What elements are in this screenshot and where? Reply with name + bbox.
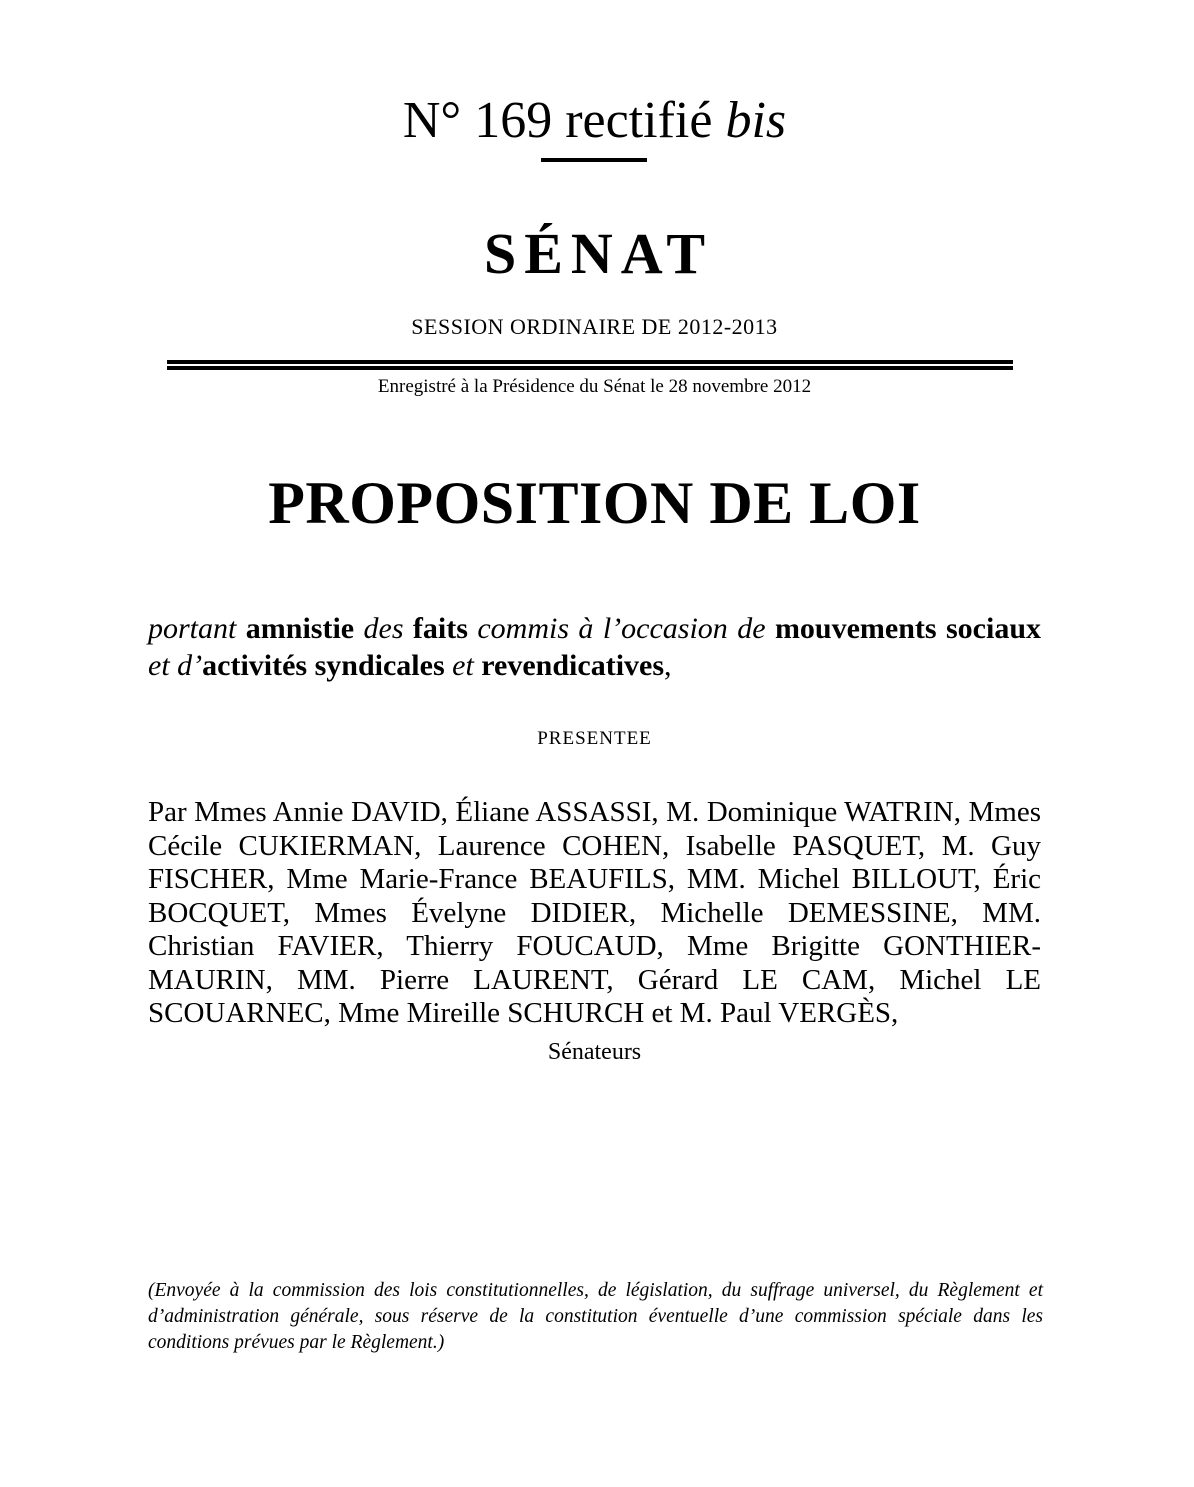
subject-segment: commis à l’occasion de bbox=[467, 612, 775, 645]
subject-segment: activités syndicales bbox=[202, 649, 445, 682]
subject-segment: mouvements sociaux bbox=[774, 612, 1042, 645]
subject-segment: des bbox=[354, 612, 413, 645]
subject-line bbox=[148, 610, 1041, 684]
document-number-prefix: N° 169 rectifié bbox=[402, 92, 726, 149]
registration-line: Enregistré à la Présidence du Sénat le 28 novembre 2012 bbox=[377, 376, 812, 397]
subject-segment: revendicatives bbox=[481, 649, 665, 682]
subject-segment: amnistie bbox=[245, 612, 355, 645]
session-line: SESSION ORDINAIRE DE 2012-2013 bbox=[411, 314, 778, 339]
double-horizontal-rule bbox=[167, 360, 1013, 370]
subject-segment: faits bbox=[412, 612, 468, 645]
main-title: PROPOSITION DE LOI bbox=[268, 470, 921, 536]
subject-segment: et bbox=[444, 649, 482, 682]
document-number-bis: bis bbox=[725, 92, 787, 149]
subject-segment: portant bbox=[148, 612, 246, 645]
referral-note: (Envoyée à la commission des lois constitutionnelles, de législation, du suffrage universel, du Règlement et d’administration générale, sous réserve de la constitution éventuelle d’une commission spéciale dans les conditions prévues par le Règlement.) bbox=[148, 1280, 1043, 1353]
authors-paragraph: Par Mmes Annie DAVID, Éliane ASSASSI, M. Dominique WATRIN, Mmes Cécile CUKIERMAN, Laurence COHEN, Isabelle PASQUET, M. Guy FISCHER, Mme Marie-France BEAUFILS, MM. Michel BILLOUT, Éric BOCQUET, Mmes Évelyne DIDIER, Michelle DEMESSINE, MM. Christian FAVIER, Thierry FOUCAUD, Mme Brigitte GONTHIER-MAURIN, MM. Pierre LAURENT, Gérard LE CAM, Michel LE SCOUARNEC, Mme Mireille SCHURCH et M. Paul VERGÈS, bbox=[148, 796, 1041, 1029]
presented-label: PRESENTEE bbox=[537, 728, 652, 749]
institution-title: SÉNAT bbox=[483, 221, 714, 286]
subject-segment: et d’ bbox=[148, 649, 203, 682]
title-separator-rule bbox=[541, 158, 647, 162]
subject-segment: , bbox=[664, 649, 672, 682]
senators-label: Sénateurs bbox=[547, 1039, 642, 1065]
document-number bbox=[148, 92, 1041, 149]
